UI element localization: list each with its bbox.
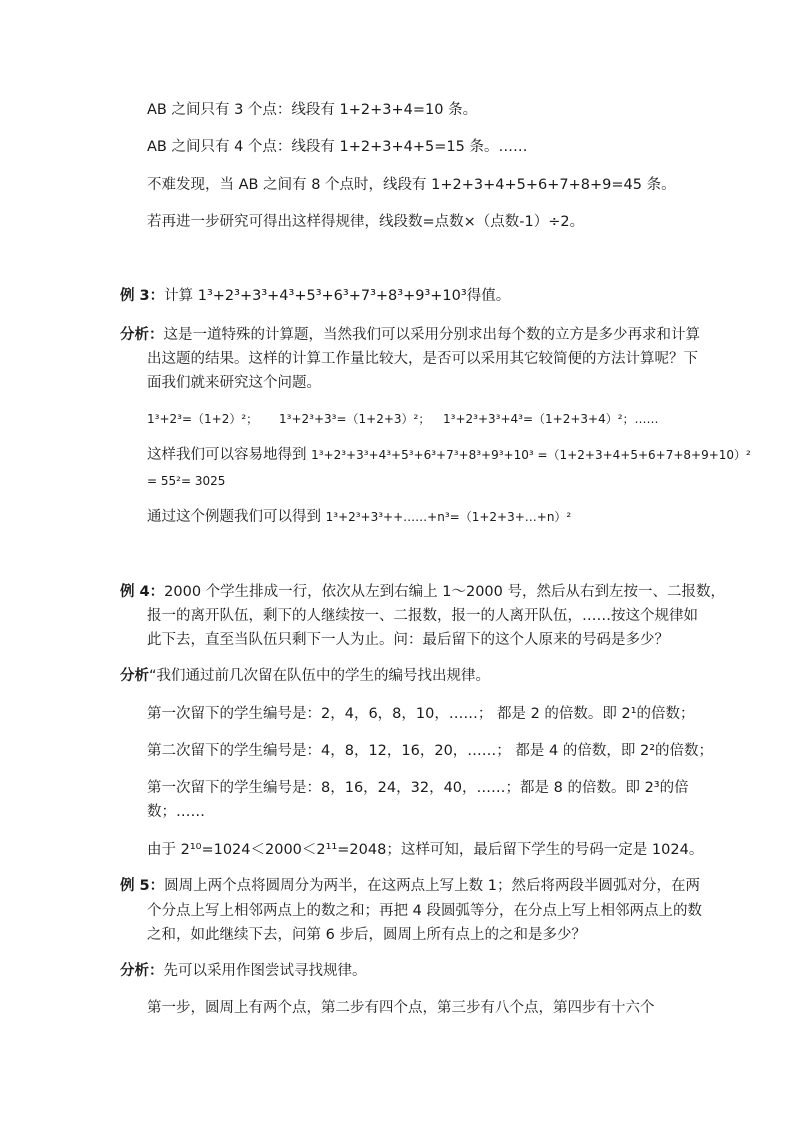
text-line: 不难发现，当 AB 之间有 8 个点时，线段有 1+2+3+4+5+6+7+8+9=45 条。 bbox=[147, 177, 676, 193]
example-label: 例 4： bbox=[120, 584, 165, 600]
text-line: 此下去，直至当队伍只剩下一人为止。问：最后留下的这个人原来的号码是多少？ bbox=[147, 632, 669, 648]
analysis-label: 分析： bbox=[120, 327, 164, 343]
text: 这样我们可以容易地得到 bbox=[147, 447, 312, 463]
formula: 1³+2³+3³=（1+2+3）²； bbox=[279, 412, 431, 426]
conclusion-line bbox=[147, 508, 571, 526]
text: “我们通过前几次留在队伍中的学生的编号找出规律。 bbox=[149, 668, 491, 684]
text-line: 第二次留下的学生编号是：4，8，12，16，20，……； 都是 4 的倍数，即 2²的倍数； bbox=[147, 743, 713, 759]
example-4-analysis bbox=[120, 667, 490, 685]
example-label: 例 5： bbox=[120, 878, 165, 894]
text: 这是一道特殊的计算题，当然我们可以采用分别求出每个数的立方是多少再求和计算 bbox=[163, 327, 700, 343]
text: 2000 个学生排成一行，依次从左到右编上 1～2000 号，然后从右到左按一、二报数， bbox=[164, 584, 725, 600]
example-3-question bbox=[120, 287, 510, 305]
example-label: 例 3： bbox=[120, 288, 165, 304]
text-line: 数；…… bbox=[147, 804, 205, 820]
example-4-question bbox=[120, 583, 725, 601]
text-line: 之和，如此继续下去，问第 6 步后，圆周上所有点上的之和是多少？ bbox=[147, 927, 586, 943]
example-5-question bbox=[120, 877, 700, 895]
text-line: 出这题的结果。这样的计算工作量比较大，是否可以采用其它较简便的方法计算呢？下 bbox=[147, 351, 698, 367]
text: 先可以采用作图尝试寻找规律。 bbox=[163, 963, 367, 979]
text: 圆周上两个点将圆周分为两半，在这两点上写上数 1；然后将两段半圆弧对分，在两 bbox=[164, 878, 700, 894]
derivation-line bbox=[147, 446, 751, 464]
formula: 计算 1³+2³+3³+4³+5³+6³+7³+8³+9³+10³ bbox=[164, 288, 467, 304]
text-line: 面我们就来研究这个问题。 bbox=[147, 375, 321, 391]
formula: 1³+2³+3³++……+n³=（1+2+3+…+n）² bbox=[325, 510, 572, 524]
formula: 1³+2³+3³+4³+5³+6³+7³+8³+9³+10³ =（1+2+3+4+5+6+7+8+9+10）² bbox=[311, 448, 751, 462]
example-3-analysis bbox=[120, 326, 700, 344]
example-5-analysis bbox=[120, 962, 367, 980]
formula: = 55²= 3025 bbox=[147, 474, 226, 488]
text-line: AB 之间只有 4 个点：线段有 1+2+3+4+5=15 条。…… bbox=[147, 139, 528, 155]
analysis-label: 分析： bbox=[120, 963, 164, 979]
text-line: AB 之间只有 3 个点：线段有 1+2+3+4=10 条。 bbox=[147, 102, 478, 118]
text-line: 报一的离开队伍，剩下的人继续按一、二报数，报一的人离开队伍，……按这个规律如 bbox=[147, 608, 698, 624]
text-line: 第一次留下的学生编号是：2，4，6，8，10，……； 都是 2 的倍数。即 2¹的倍数； bbox=[147, 706, 695, 722]
text-line: 个分点上写上相邻两点上的数之和；再把 4 段圆弧等分，在分点上写上相邻两点上的数 bbox=[147, 903, 702, 919]
text-line: 若再进一步研究可得出这样得规律，线段数=点数×（点数-1）÷2。 bbox=[147, 214, 585, 230]
text-line: 第一次留下的学生编号是：8，16，24，32，40，……；都是 8 的倍数。即 2³的倍 bbox=[147, 780, 689, 796]
text-line: 由于 2¹⁰=1024＜2000＜2¹¹=2048；这样可知，最后留下学生的号码一定是 1024。 bbox=[147, 842, 704, 858]
text: 通过这个例题我们可以得到 bbox=[147, 509, 326, 525]
analysis-label: 分析 bbox=[120, 668, 149, 684]
formula: 1³+2³=（1+2）²； bbox=[147, 412, 259, 426]
formula: 1³+2³+3³+4³=（1+2+3+4）²；…… bbox=[443, 412, 659, 426]
text-line: 第一步，圆周上有两个点，第二步有四个点，第三步有八个点，第四步有十六个 bbox=[147, 1000, 655, 1016]
text: 得值。 bbox=[466, 288, 511, 304]
